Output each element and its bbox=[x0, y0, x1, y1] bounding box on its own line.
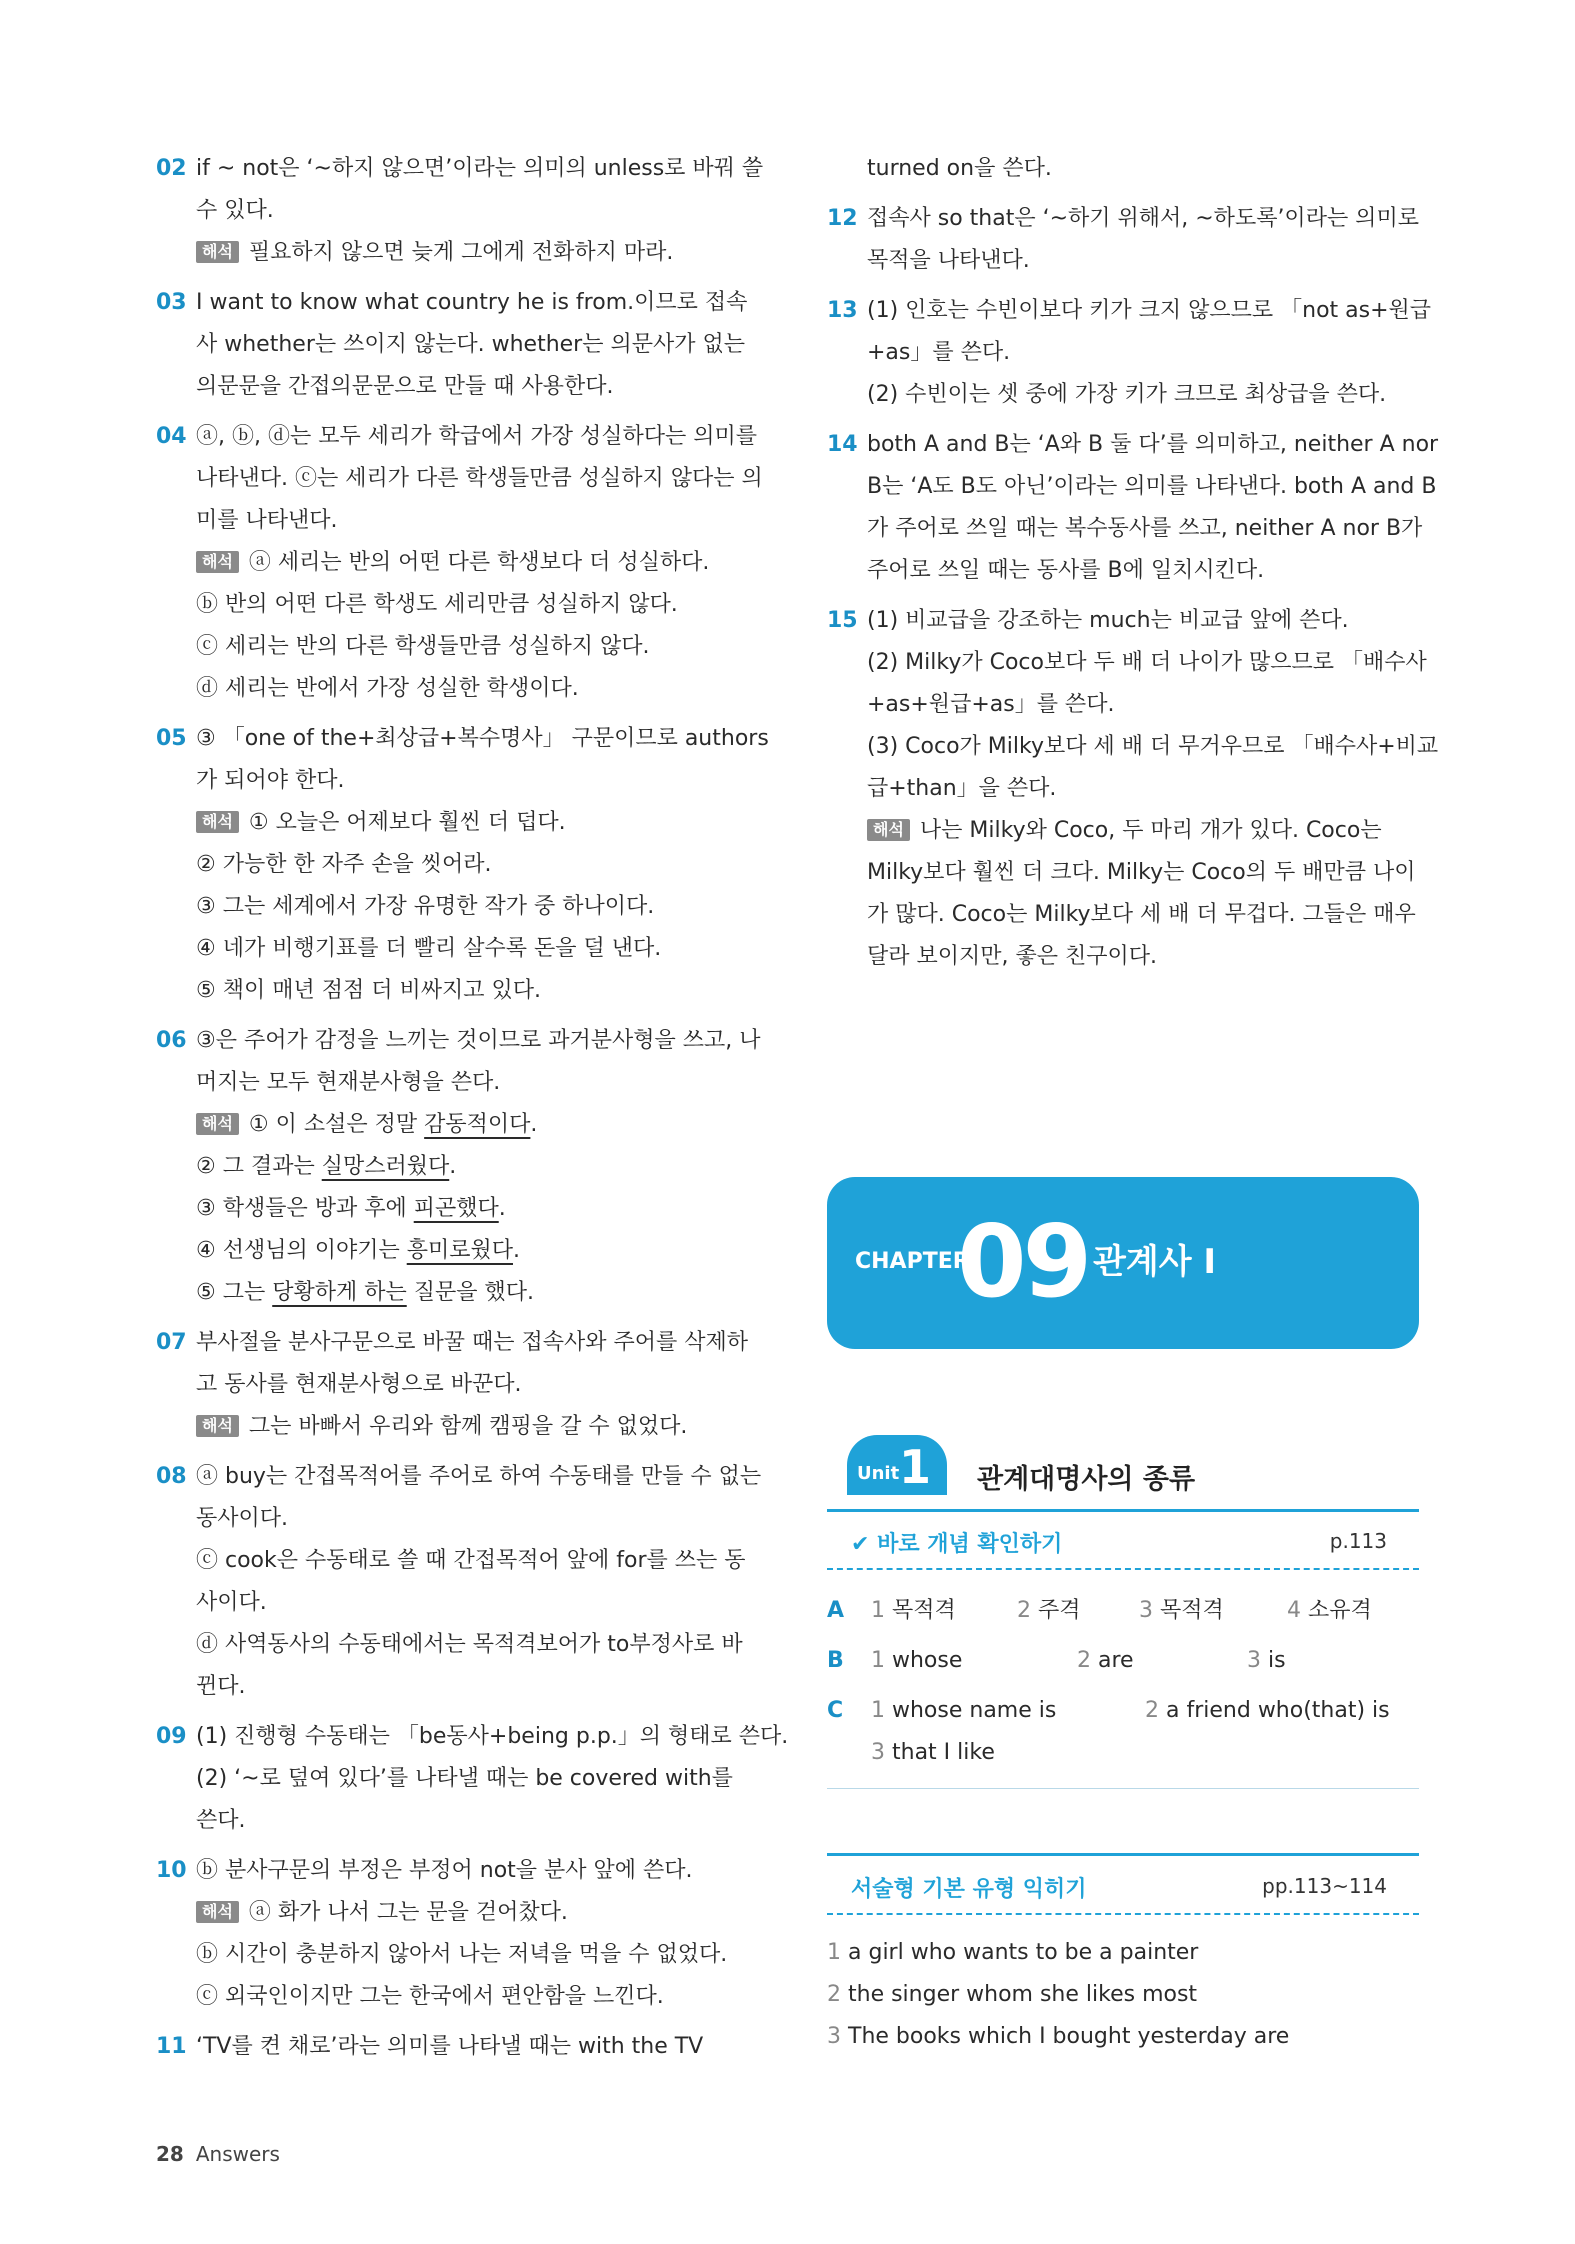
item-text-line: 나타낸다. ⓒ는 세리가 다른 학생들만큼 성실하지 않다는 의 bbox=[196, 466, 763, 491]
answer-number: 2 bbox=[1145, 1698, 1159, 1723]
item-number: 08 bbox=[156, 1464, 187, 1489]
underlined-word: 피곤했다 bbox=[413, 1196, 499, 1221]
answer-number: 1 bbox=[871, 1598, 885, 1623]
item-number: 15 bbox=[827, 608, 858, 633]
answer-row-a bbox=[827, 1590, 1419, 1632]
item-text-line: ③은 주어가 감정을 느끼는 것이므로 과거분사형을 쓰고, 나 bbox=[196, 1028, 761, 1053]
translation-text: ② 가능한 한 자주 손을 씻어라. bbox=[196, 852, 492, 877]
item-number: 13 bbox=[827, 298, 858, 323]
list-item bbox=[827, 2016, 1419, 2058]
translation-line bbox=[196, 844, 751, 886]
answer-item bbox=[156, 1020, 761, 1314]
answer-letter: A bbox=[827, 1598, 845, 1623]
item-number: 07 bbox=[156, 1330, 187, 1355]
unit-label: Unit bbox=[857, 1463, 900, 1484]
answer-text: is bbox=[1268, 1648, 1286, 1673]
translation-line bbox=[867, 852, 1420, 894]
item-text-line: 머지는 모두 현재분사형을 쓴다. bbox=[196, 1070, 501, 1095]
translation-badge: 해석 bbox=[196, 241, 239, 263]
translation-line bbox=[196, 584, 751, 626]
translation-text: ⓓ 세리는 반에서 가장 성실한 학생이다. bbox=[196, 676, 579, 701]
translation-text: 달라 보이지만, 좋은 친구이다. bbox=[867, 944, 1157, 969]
answer-letter: B bbox=[827, 1648, 844, 1673]
chapter-banner bbox=[827, 1177, 1419, 1349]
translation-line bbox=[196, 928, 751, 970]
translation-line bbox=[196, 1624, 751, 1666]
unit-header bbox=[827, 1435, 1419, 1512]
item-text-line: ⓐ buy는 간접목적어를 주어로 하여 수동태를 만들 수 없는 bbox=[196, 1464, 762, 1489]
item-number: 10 bbox=[156, 1858, 187, 1883]
answer-number: 1 bbox=[871, 1698, 885, 1723]
answer-item bbox=[156, 718, 769, 1012]
item-text-line: ③ 「one of the+최상급+복수명사」 구문이므로 authors bbox=[196, 726, 769, 751]
item-text-line: 사 whether는 쓰이지 않는다. whether는 의문사가 없는 bbox=[196, 332, 745, 357]
divider bbox=[827, 1788, 1419, 1789]
left-column bbox=[156, 148, 789, 2076]
translation-badge: 해석 bbox=[196, 811, 239, 833]
chapter-number: 09 bbox=[957, 1203, 1089, 1320]
translation-line bbox=[196, 970, 751, 1012]
underlined-word: 흥미로웠다 bbox=[406, 1238, 513, 1263]
answer-row-c bbox=[827, 1690, 1419, 1732]
list-item bbox=[827, 1932, 1419, 1974]
translation-text: ⓑ 반의 어떤 다른 학생도 세리만큼 성실하지 않다. bbox=[196, 592, 678, 617]
answer-item bbox=[156, 148, 764, 274]
translation-text: ① 오늘은 어제보다 훨씬 더 덥다. bbox=[248, 810, 566, 835]
footer-label: Answers bbox=[195, 2142, 280, 2166]
translation-text: ③ 학생들은 방과 후에 bbox=[196, 1196, 414, 1221]
chapter-label: CHAPTER bbox=[855, 1249, 970, 1274]
list-item bbox=[827, 1974, 1419, 2016]
concept-check-header bbox=[827, 1517, 1419, 1567]
translation-text: ④ 선생님의 이야기는 bbox=[196, 1238, 407, 1263]
translation-text: 나는 Milky와 Coco, 두 마리 개가 있다. Coco는 bbox=[919, 818, 1382, 843]
answer-number: 3 bbox=[1247, 1648, 1261, 1673]
answer-text: a girl who wants to be a painter bbox=[848, 1940, 1199, 1965]
answer-number: 3 bbox=[871, 1740, 885, 1765]
answer-item bbox=[827, 424, 1439, 592]
item-text-line: 접속사 so that은 ‘~하기 위해서, ~하도록’이라는 의미로 bbox=[867, 206, 1419, 231]
answer-row-b bbox=[827, 1640, 1419, 1682]
divider bbox=[827, 1913, 1419, 1915]
translation-badge: 해석 bbox=[196, 551, 239, 573]
translation-text: 질문을 했다. bbox=[406, 1280, 534, 1305]
translation-line bbox=[196, 1976, 751, 2018]
answer-text: 목적격 bbox=[1160, 1598, 1224, 1623]
unit-badge bbox=[847, 1435, 947, 1495]
answer-item bbox=[156, 1716, 789, 1842]
item-text-line: (1) 인호는 수빈이보다 키가 크지 않으므로 「not as+원급 bbox=[867, 298, 1432, 323]
translation-line bbox=[196, 668, 751, 710]
answer-text: a friend who(that) is bbox=[1166, 1698, 1390, 1723]
item-text-line: ⓑ 분사구문의 부정은 부정어 not을 분사 앞에 쓴다. bbox=[196, 1858, 693, 1883]
item-text-line: 주어로 쓰일 때는 동사를 B에 일치시킨다. bbox=[867, 558, 1265, 583]
item-number: 12 bbox=[827, 206, 858, 231]
answer-row-c2 bbox=[827, 1732, 1419, 1774]
answer-text: whose name is bbox=[892, 1698, 1057, 1723]
answer-text: 목적격 bbox=[892, 1598, 956, 1623]
translation-text: ⓐ 세리는 반의 어떤 다른 학생보다 더 성실하다. bbox=[248, 550, 710, 575]
answer-number: 3 bbox=[1139, 1598, 1153, 1623]
translation-text: 필요하지 않으면 늦게 그에게 전화하지 마라. bbox=[248, 240, 674, 265]
translation-line bbox=[196, 1146, 751, 1188]
translation-line bbox=[196, 542, 751, 584]
translation-line bbox=[867, 810, 1420, 852]
answer-text: 소유격 bbox=[1308, 1598, 1372, 1623]
translation-badge: 해석 bbox=[867, 819, 910, 841]
translation-text: Milky보다 훨씬 더 크다. Milky는 Coco의 두 배만큼 나이 bbox=[867, 860, 1416, 885]
divider bbox=[827, 1853, 1419, 1856]
answer-letter: C bbox=[827, 1698, 844, 1723]
descriptive-practice-page: pp.113~114 bbox=[1262, 1874, 1387, 1898]
translation-text: ⓒ 외국인이지만 그는 한국에서 편안함을 느낀다. bbox=[196, 1984, 664, 2009]
answer-item bbox=[827, 198, 1420, 282]
translation-badge: 해석 bbox=[196, 1415, 239, 1437]
translation-line bbox=[196, 1188, 751, 1230]
translation-text: ③ 그는 세계에서 가장 유명한 작가 중 하나이다. bbox=[196, 894, 655, 919]
translation-text: ⓐ 화가 나서 그는 문을 걷어찼다. bbox=[248, 1900, 568, 1925]
answer-item bbox=[156, 282, 751, 408]
page-footer bbox=[156, 2142, 280, 2166]
item-text-line: 쓴다. bbox=[196, 1808, 246, 1833]
translation-line bbox=[196, 1272, 751, 1314]
item-text-line: 급+than」을 쓴다. bbox=[867, 776, 1057, 801]
translation-text: ⓓ 사역동사의 수동태에서는 목적격보어가 to부정사로 바 bbox=[196, 1632, 743, 1657]
item-text-line: B는 ‘A도 B도 아닌’이라는 의미를 나타낸다. both A and B bbox=[867, 474, 1437, 499]
answer-number: 3 bbox=[827, 2024, 841, 2049]
translation-text: 그는 바빠서 우리와 함께 캠핑을 갈 수 없었다. bbox=[248, 1414, 688, 1439]
item-number: 04 bbox=[156, 424, 187, 449]
item-text-line: 가 되어야 한다. bbox=[196, 768, 345, 793]
answer-number: 2 bbox=[827, 1982, 841, 2007]
underlined-word: 감동적이다 bbox=[424, 1112, 531, 1137]
translation-text: 뀐다. bbox=[196, 1674, 246, 1699]
answer-item bbox=[827, 290, 1432, 416]
answer-item bbox=[156, 1850, 751, 2018]
translation-text: . bbox=[498, 1196, 506, 1221]
item-number: 02 bbox=[156, 156, 187, 181]
answer-number: 1 bbox=[827, 1940, 841, 1965]
unit-number: 1 bbox=[899, 1440, 932, 1494]
underlined-word: 당황하게 하는 bbox=[272, 1280, 407, 1305]
item-number: 06 bbox=[156, 1028, 187, 1053]
item-text-line: 수 있다. bbox=[196, 198, 274, 223]
item-text-line: if ~ not은 ‘~하지 않으면’이라는 의미의 unless로 바꿔 쓸 bbox=[196, 156, 764, 181]
item-text-line: turned on을 쓴다. bbox=[867, 156, 1052, 181]
item-text-line: 의문문을 간접의문문으로 만들 때 사용한다. bbox=[196, 374, 614, 399]
translation-line bbox=[196, 1934, 751, 1976]
answer-item bbox=[156, 1322, 751, 1448]
translation-line bbox=[196, 232, 751, 274]
translation-line bbox=[196, 1230, 751, 1272]
item-text-line: ⓐ, ⓑ, ⓓ는 모두 세리가 학급에서 가장 성실하다는 의미를 bbox=[196, 424, 757, 449]
page-number: 28 bbox=[156, 2142, 184, 2166]
item-text-line: (1) 비교급을 강조하는 much는 비교급 앞에 쓴다. bbox=[867, 608, 1349, 633]
underlined-word: 실망스러웠다 bbox=[321, 1154, 450, 1179]
item-text-line: 동사이다. bbox=[196, 1506, 289, 1531]
translation-line bbox=[196, 886, 751, 928]
translation-text: 사이다. bbox=[196, 1590, 267, 1615]
unit-title: 관계대명사의 종류 bbox=[977, 1464, 1196, 1495]
item-number: 03 bbox=[156, 290, 187, 315]
answer-text: 주격 bbox=[1038, 1598, 1081, 1623]
answer-item bbox=[156, 1456, 762, 1708]
answer-number: 1 bbox=[871, 1648, 885, 1673]
answer-item bbox=[156, 416, 763, 710]
item-text-line: (2) ‘~로 덮여 있다’를 나타낼 때는 be covered with를 bbox=[196, 1766, 733, 1791]
translation-text: ② 그 결과는 bbox=[196, 1154, 322, 1179]
answers-block bbox=[827, 1590, 1419, 1774]
answer-text: the singer whom she likes most bbox=[848, 1982, 1198, 2007]
answer-number: 4 bbox=[1287, 1598, 1301, 1623]
item-text-line: +as」를 쓴다. bbox=[867, 340, 1011, 365]
divider bbox=[827, 1568, 1419, 1570]
translation-line bbox=[196, 1104, 751, 1146]
answer-item bbox=[827, 600, 1439, 978]
answer-text: whose bbox=[892, 1648, 963, 1673]
translation-text: ① 이 소설은 정말 bbox=[248, 1112, 425, 1137]
item-text-line: both A and B는 ‘A와 B 둘 다’를 의미하고, neither A nor bbox=[867, 432, 1439, 457]
answer-item bbox=[827, 148, 1420, 190]
translation-line bbox=[196, 1666, 751, 1708]
item-text-line: (2) 수빈이는 셋 중에 가장 키가 크므로 최상급을 쓴다. bbox=[867, 382, 1387, 407]
translation-line bbox=[867, 894, 1420, 936]
item-text-line: ‘TV를 켠 채로’라는 의미를 나타낼 때는 with the TV bbox=[196, 2034, 704, 2059]
answer-item bbox=[156, 2026, 751, 2068]
concept-check-title: ✔ 바로 개념 확인하기 bbox=[851, 1532, 1063, 1557]
answer-number: 2 bbox=[1077, 1648, 1091, 1673]
answer-text: that I like bbox=[892, 1740, 995, 1765]
translation-line bbox=[196, 626, 751, 668]
concept-check-page: p.113 bbox=[1329, 1529, 1387, 1553]
item-text-line: +as+원급+as」를 쓴다. bbox=[867, 692, 1115, 717]
descriptive-answers bbox=[827, 1932, 1419, 2058]
right-column bbox=[827, 148, 1439, 986]
answer-text: The books which I bought yesterday are bbox=[848, 2024, 1290, 2049]
answer-text: are bbox=[1098, 1648, 1134, 1673]
item-text-line: I want to know what country he is from.이므로 접속 bbox=[196, 290, 748, 315]
item-text-line: (3) Coco가 Milky보다 세 배 더 무거우므로 「배수사+비교 bbox=[867, 734, 1439, 759]
translation-line bbox=[196, 1406, 751, 1448]
item-text-line: 목적을 나타낸다. bbox=[867, 248, 1030, 273]
item-text-line: (2) Milky가 Coco보다 두 배 더 나이가 많으므로 「배수사 bbox=[867, 650, 1427, 675]
item-text-line: 가 주어로 쓰일 때는 복수동사를 쓰고, neither A nor B가 bbox=[867, 516, 1423, 541]
translation-line bbox=[196, 802, 751, 844]
translation-text: ④ 네가 비행기표를 더 빨리 살수록 돈을 덜 낸다. bbox=[196, 936, 662, 961]
item-text-line: 부사절을 분사구문으로 바꿀 때는 접속사와 주어를 삭제하 bbox=[196, 1330, 749, 1355]
translation-line bbox=[196, 1582, 751, 1624]
answer-number: 2 bbox=[1017, 1598, 1031, 1623]
item-text-line: 미를 나타낸다. bbox=[196, 508, 338, 533]
translation-text: . bbox=[512, 1238, 520, 1263]
translation-text: ⓒ 세리는 반의 다른 학생들만큼 성실하지 않다. bbox=[196, 634, 650, 659]
translation-text: ⑤ 책이 매년 점점 더 비싸지고 있다. bbox=[196, 978, 541, 1003]
translation-text: ⑤ 그는 bbox=[196, 1280, 273, 1305]
translation-line bbox=[867, 936, 1420, 978]
translation-badge: 해석 bbox=[196, 1901, 239, 1923]
descriptive-practice-header bbox=[827, 1862, 1419, 1912]
translation-text: 가 많다. Coco는 Milky보다 세 배 더 무겁다. 그들은 매우 bbox=[867, 902, 1416, 927]
translation-badge: 해석 bbox=[196, 1113, 239, 1135]
item-text-line: 고 동사를 현재분사형으로 바꾼다. bbox=[196, 1372, 522, 1397]
item-number: 05 bbox=[156, 726, 187, 751]
item-text-line: (1) 진행형 수동태는 「be동사+being p.p.」의 형태로 쓴다. bbox=[196, 1724, 789, 1749]
translation-text: . bbox=[530, 1112, 538, 1137]
chapter-title: 관계사 Ⅰ bbox=[1093, 1242, 1217, 1282]
item-number: 14 bbox=[827, 432, 858, 457]
translation-text: ⓒ cook은 수동태로 쓸 때 간접목적어 앞에 for를 쓰는 동 bbox=[196, 1548, 746, 1573]
translation-text: ⓑ 시간이 충분하지 않아서 나는 저녁을 먹을 수 없었다. bbox=[196, 1942, 728, 1967]
translation-line bbox=[196, 1540, 751, 1582]
item-number: 11 bbox=[156, 2034, 187, 2059]
descriptive-practice-title: 서술형 기본 유형 익히기 bbox=[851, 1877, 1087, 1902]
translation-text: . bbox=[449, 1154, 457, 1179]
translation-line bbox=[196, 1892, 751, 1934]
item-number: 09 bbox=[156, 1724, 187, 1749]
